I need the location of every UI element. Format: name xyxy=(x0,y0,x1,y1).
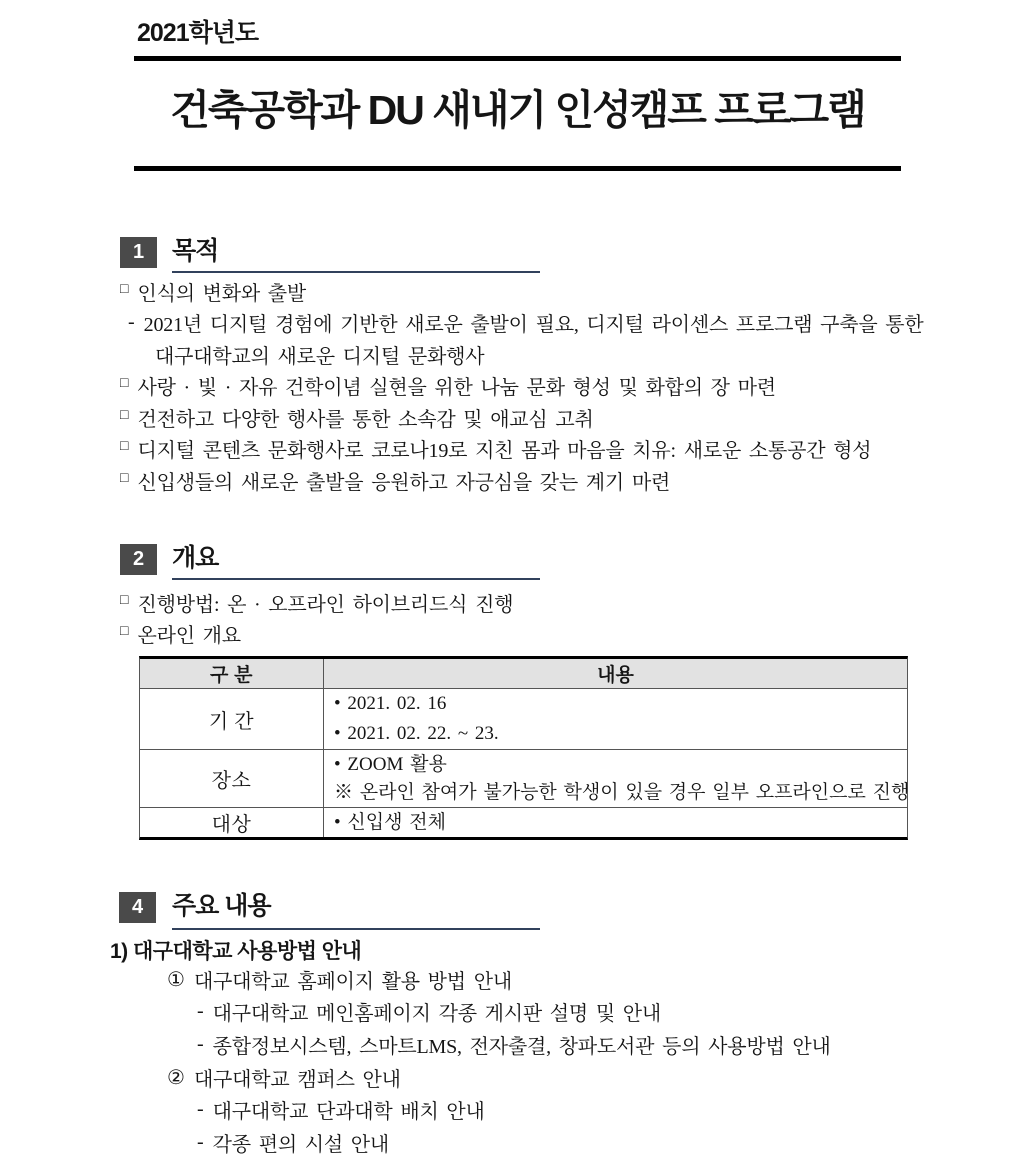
bullet-text: 온라인 개요 xyxy=(137,624,241,647)
bullet-text: 대구대학교의 새로운 디지털 문화행사 xyxy=(155,345,485,368)
section-4-badge: 4 xyxy=(119,892,156,923)
section-2-title: 개요 xyxy=(172,544,219,572)
row-content-line: • ZOOM 활용 xyxy=(334,753,447,775)
row-content-line: • 신입생 전체 xyxy=(334,811,446,833)
table-header-row xyxy=(140,659,907,688)
square-bullet-icon: □ xyxy=(120,593,129,608)
row-label: 대상 xyxy=(140,808,324,837)
dash-bullet-icon: - xyxy=(197,1130,204,1153)
bullet-line xyxy=(120,278,306,304)
overview-table xyxy=(139,656,908,840)
circled-number-icon: ① xyxy=(167,968,185,991)
table-row-period xyxy=(140,688,907,749)
bullet-text: 건전하고 다양한 행사를 통한 소속감 및 애교심 고취 xyxy=(137,408,594,431)
doc-title: 건축공학과 DU 새내기 인성캠프 프로그램 xyxy=(170,87,865,133)
dash-bullet-icon: - xyxy=(197,1097,204,1120)
list-item xyxy=(197,1096,485,1122)
bullet-line xyxy=(128,309,924,335)
row-label: 기 간 xyxy=(140,689,324,749)
bullet-line xyxy=(120,620,241,646)
square-bullet-icon: □ xyxy=(120,439,129,454)
bullet-text: 사랑 · 빛 · 자유 건학이념 실현을 위한 나눔 문화 형성 및 화합의 장 마련 xyxy=(137,376,776,399)
square-bullet-icon: □ xyxy=(120,624,129,639)
bullet-line xyxy=(120,589,513,615)
item-text: 대구대학교 메인홈페이지 각종 게시판 설명 및 안내 xyxy=(212,1002,661,1025)
bullet-text: 인식의 변화와 출발 xyxy=(137,282,307,305)
section-2-badge: 2 xyxy=(120,544,157,575)
square-bullet-icon: □ xyxy=(120,471,129,486)
bullet-line xyxy=(120,467,670,493)
square-bullet-icon: □ xyxy=(120,408,129,423)
row-label: 장소 xyxy=(140,750,324,807)
section-4-title: 주요 내용 xyxy=(172,892,271,920)
title-rule-bottom xyxy=(134,166,901,171)
item-text: 각종 편의 시설 안내 xyxy=(212,1133,390,1156)
numbered-heading: 1) 대구대학교 사용방법 안내 xyxy=(110,940,362,963)
bullet-line xyxy=(120,435,871,461)
title-rule-top xyxy=(134,56,901,61)
square-bullet-icon: □ xyxy=(120,282,129,297)
table-header-content: 내용 xyxy=(597,665,634,686)
item-text: 대구대학교 홈페이지 활용 방법 안내 xyxy=(193,970,512,993)
section-4-underline xyxy=(172,928,540,930)
dash-bullet-icon: - xyxy=(197,1032,204,1055)
table-header-category: 구 분 xyxy=(140,659,324,688)
row-content-line: ※ 온라인 참여가 불가능한 학생이 있을 경우 일부 오프라인으로 진행 xyxy=(334,781,910,803)
bullet-line xyxy=(155,341,484,367)
item-text: 종합정보시스템, 스마트LMS, 전자출결, 창파도서관 등의 사용방법 안내 xyxy=(212,1035,831,1058)
year-label: 2021학년도 xyxy=(137,19,259,47)
circled-number-icon: ② xyxy=(167,1066,185,1089)
table-row-place xyxy=(140,749,910,807)
row-content-line: • 2021. 02. 16 xyxy=(334,693,447,714)
row-content-line: • 2021. 02. 22. ~ 23. xyxy=(334,723,499,744)
square-bullet-icon: □ xyxy=(120,376,129,391)
bullet-text: 신입생들의 새로운 출발을 응원하고 자긍심을 갖는 계기 마련 xyxy=(137,471,671,494)
list-item xyxy=(197,1031,831,1057)
bullet-text: 디지털 콘텐츠 문화행사로 코로나19로 지친 몸과 마음을 치유: 새로운 소통공간 형성 xyxy=(137,439,872,462)
dash-bullet-icon: - xyxy=(128,310,135,333)
section-1-underline xyxy=(172,271,540,273)
bullet-line xyxy=(120,404,594,430)
item-text: 대구대학교 캠퍼스 안내 xyxy=(193,1068,401,1091)
bullet-text: 2021년 디지털 경험에 기반한 새로운 출발이 필요, 디지털 라이센스 프로그램 구축을 통한 xyxy=(143,313,924,336)
list-item xyxy=(167,1064,401,1090)
list-item xyxy=(197,998,661,1024)
item-text: 대구대학교 단과대학 배치 안내 xyxy=(212,1100,485,1123)
section-1-title: 목적 xyxy=(172,237,219,265)
bullet-line xyxy=(120,372,776,398)
section-1-badge: 1 xyxy=(120,237,157,268)
list-item xyxy=(197,1129,389,1155)
table-row-target xyxy=(140,807,907,837)
section-2-underline xyxy=(172,578,540,580)
bullet-text: 진행방법: 온 · 오프라인 하이브리드식 진행 xyxy=(137,593,514,616)
list-item xyxy=(167,966,512,992)
dash-bullet-icon: - xyxy=(197,999,204,1022)
